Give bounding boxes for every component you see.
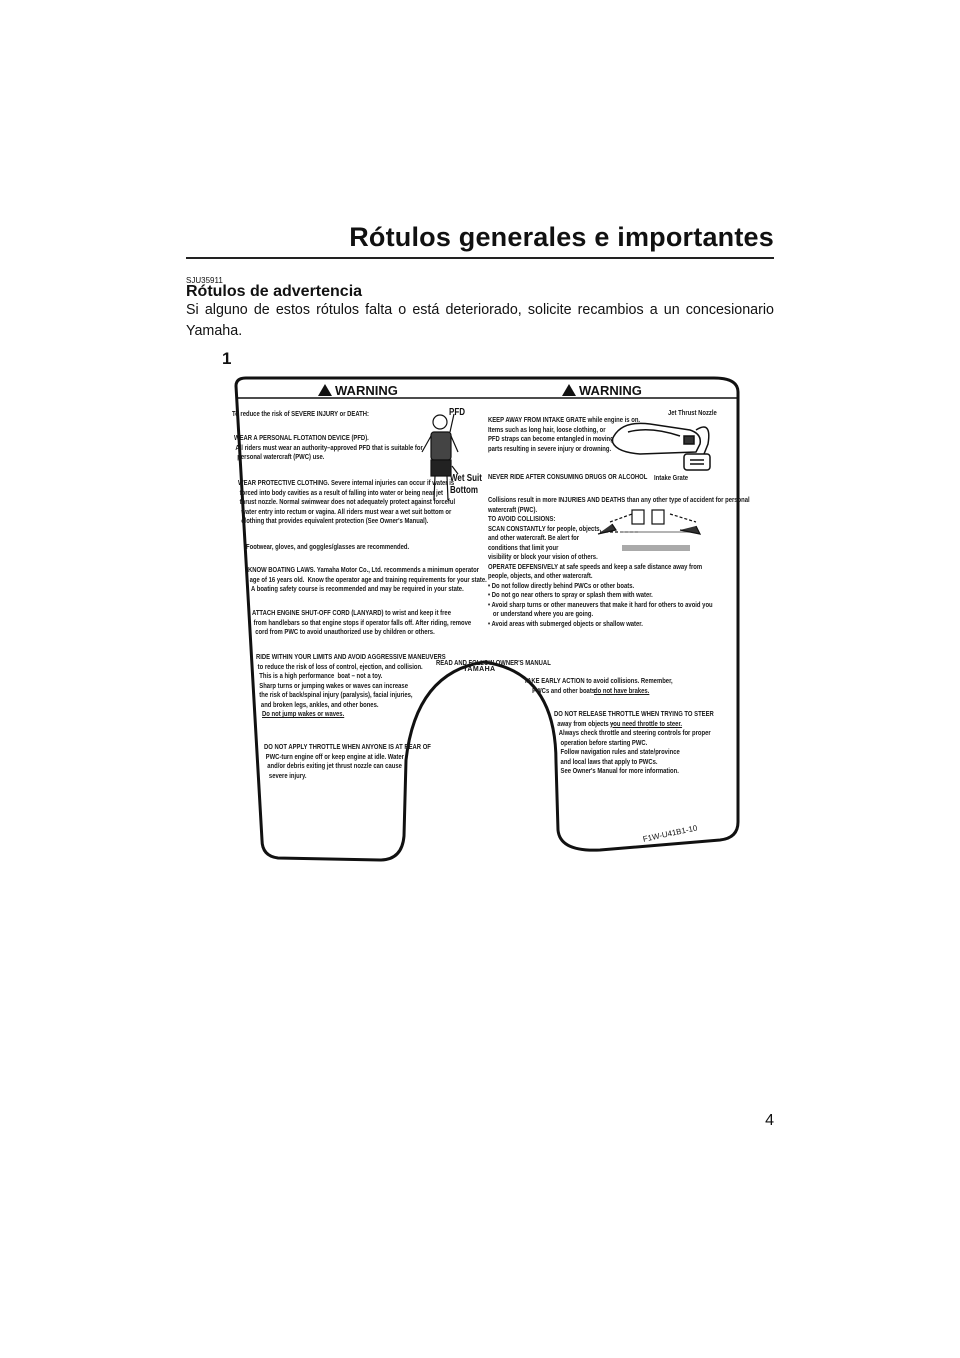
right-p3: Collisions result in more INJURIES AND DEATHS than any other type of accident for personal watercraft (PWC). TO AVOID COLLISIONS: SCAN CONSTANTLY for people, objects, and other watercraft. Be alert for conditions that limit your visibility or block your vision of others. OPERATE DEFENSIVELY at safe speeds and keep a safe distance away from people, objects, and other watercraft. • Do not follow directly behind PWCs or other boats. • Do not go near others to spray or splash them with water. • Avoid sharp turns or other maneuvers that make it hard for others to avoid you or understand where you are going. • Avoid areas with submerged objects or shallow water. bbox=[488, 495, 750, 628]
warning-left-text: WARNING bbox=[335, 383, 398, 398]
figure-number: 1 bbox=[222, 349, 232, 368]
read-follow-manual: READ AND FOLLOW OWNER'S MANUAL bbox=[436, 658, 551, 667]
jet-nozzle-label: Jet Thrust Nozzle bbox=[668, 408, 717, 417]
left-p4: KNOW BOATING LAWS. Yamaha Motor Co., Ltd. recommends a minimum operator age of 16 years old. Know the operator age and training requirements for your state. A boating safety course is recommended and may be required in your state. bbox=[248, 565, 487, 593]
page-title: Rótulos generales e importantes bbox=[349, 222, 774, 252]
figure-code: F1W-U41B1-10 bbox=[642, 823, 699, 844]
right-p4: TAKE EARLY ACTION to avoid collisions. Remember, PWCs and other boats bbox=[524, 676, 673, 695]
right-p5a: DO NOT RELEASE THROTTLE WHEN TRYING TO STEER away from objects – bbox=[554, 709, 714, 728]
left-p3: Footwear, gloves, and goggles/glasses are recommended. bbox=[246, 542, 410, 551]
left-p6: RIDE WITHIN YOUR LIMITS AND AVOID AGGRESSIVE MANEUVERS to reduce the risk of loss of control, ejection, and collision. This is a high performance boat – not a toy. Sharp turns or jumping wakes or waves can increase the risk of back/spinal injury (paralysis), facial injuries, and broken legs, ankles, and other bones. bbox=[256, 652, 446, 709]
section-title: Rótulos de advertencia bbox=[186, 283, 363, 300]
intake-grate-label: Intake Grate bbox=[654, 473, 689, 482]
right-p5b: Always check throttle and steering controls for proper operation before starting PWC. Follow navigation rules and state/province and local laws that apply to PWCs. See Owner's Manual for more information. bbox=[558, 728, 711, 775]
left-p1: WEAR A PERSONAL FLOTATION DEVICE (PFD). All riders must wear an authority–approved PFD that is suitable for personal watercraft (PWC) use. bbox=[234, 433, 423, 461]
page-number: 4 bbox=[765, 1112, 774, 1129]
pfd-label: PFD bbox=[449, 407, 465, 418]
right-p4-underlined: do not have brakes. bbox=[594, 685, 650, 695]
warning-header-right bbox=[562, 383, 642, 398]
right-p2: NEVER RIDE AFTER CONSUMING DRUGS OR ALCOHOL bbox=[488, 472, 648, 481]
left-p2: WEAR PROTECTIVE CLOTHING. Severe internal injuries can occur if water is forced into body cavities as a result of falling into water or being near jet thrust nozzle. Normal swimwear does not adequately protect against forceful water entry into rectum or vagina. All riders must wear a wet suit bottom or clothing that provides equivalent protection (See Owner's Manual). bbox=[238, 478, 456, 525]
warning-right-text: WARNING bbox=[579, 383, 642, 398]
left-intro: To reduce the risk of SEVERE INJURY or DEATH: bbox=[232, 409, 370, 418]
warning-header-left bbox=[318, 383, 398, 398]
left-p7: DO NOT APPLY THROTTLE WHEN ANYONE IS AT REAR OF PWC-turn engine off or keep engine at idle. Water and/or debris exiting jet thrust nozzle can cause severe injury. bbox=[264, 742, 431, 780]
warning-triangle-icon bbox=[318, 384, 332, 396]
right-p5a-underlined: you need throttle to steer. bbox=[610, 718, 683, 728]
left-p5: ATTACH ENGINE SHUT-OFF CORD (LANYARD) to wrist and keep it free from handlebars so that engine stops if operator falls off. After riding, remove cord from PWC to avoid unauthorized use by children or others. bbox=[252, 608, 472, 636]
yamaha-logo-text: YAMAHA bbox=[463, 666, 496, 673]
warning-triangle-icon bbox=[562, 384, 576, 396]
right-p1: KEEP AWAY FROM INTAKE GRATE while engine is on. Items such as long hair, loose clothing, or PFD straps can become entangled in moving parts resulting in severe injury or drowning. bbox=[488, 415, 641, 453]
left-p6-underlined: Do not jump wakes or waves. bbox=[262, 709, 345, 718]
section-code: SJU35911 bbox=[186, 276, 223, 285]
wetsuit-label: Wet Suit Bottom bbox=[450, 473, 482, 496]
intro-paragraph: Si alguno de estos rótulos falta o está deteriorado, solicite recambios a un concesionario Yamaha. bbox=[186, 302, 774, 339]
